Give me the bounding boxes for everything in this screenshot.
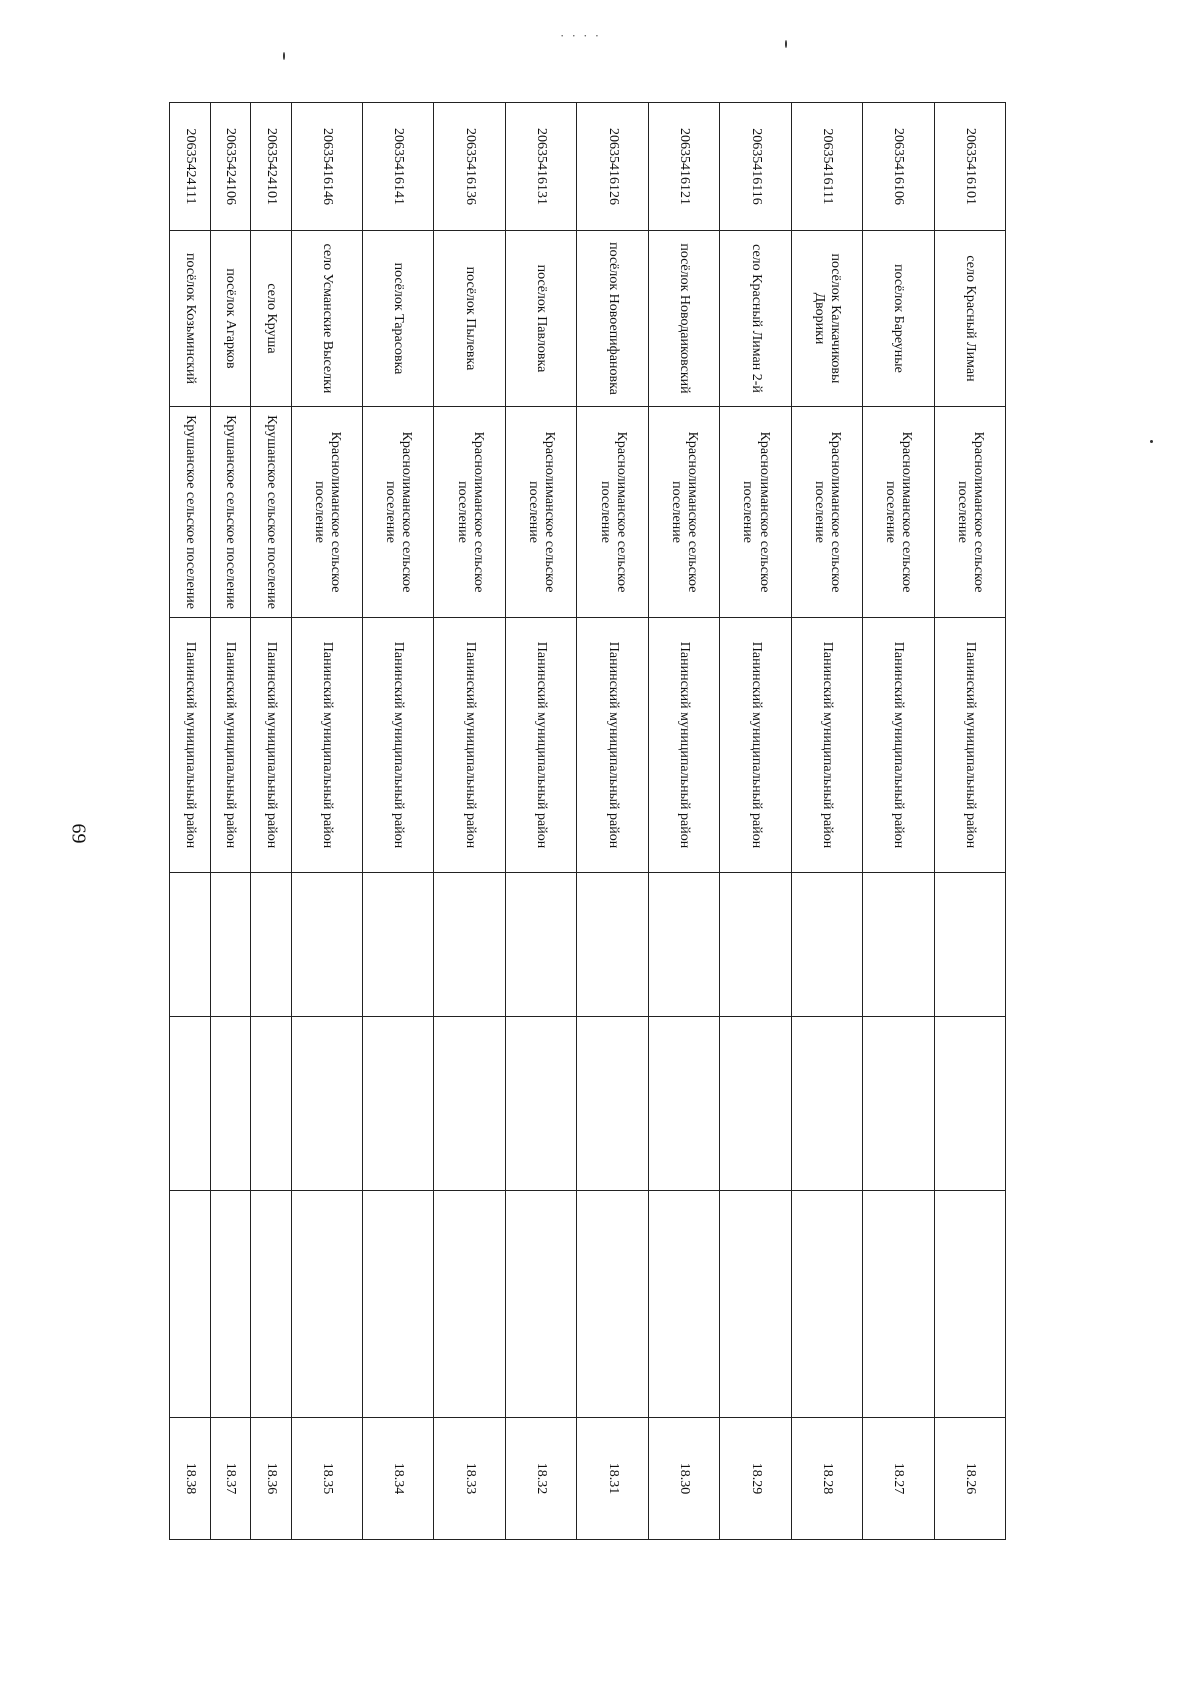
empty-cell [434,1017,505,1191]
empty-cell [170,1017,211,1191]
district-cell: Панинский муниципальный район [648,618,719,873]
district-cell: Панинский муниципальный район [934,618,1005,873]
empty-cell [577,1191,648,1418]
place-name-cell: село Круша [251,231,292,407]
scan-scribble: · · · · [560,28,602,43]
page-number: 69 [67,823,90,844]
table-row [363,103,434,1540]
empty-cell [363,873,434,1017]
settlement-cell: Краснолиманское сельское поселение [363,407,434,618]
empty-cell [251,873,292,1017]
oktmo-cell: 20635424111 [170,103,211,231]
table-row [434,103,505,1540]
settlement-cell: Крушанское сельское поселение [210,407,251,618]
oktmo-cell: 20635416116 [720,103,791,231]
place-name-cell: посёлок Агарков [210,231,251,407]
empty-cell [434,873,505,1017]
row-number-cell: 18.35 [291,1418,362,1540]
empty-cell [210,1191,251,1418]
row-number-cell: 18.34 [363,1418,434,1540]
settlement-cell: Краснолиманское сельское поселение [648,407,719,618]
row-number-cell: 18.26 [934,1418,1005,1540]
oktmo-cell: 20635416136 [434,103,505,231]
empty-cell [791,1017,862,1191]
oktmo-cell: 20635416126 [577,103,648,231]
empty-cell [934,1191,1005,1418]
district-cell: Панинский муниципальный район [291,618,362,873]
place-name-cell: посёлок Тарасовка [363,231,434,407]
empty-cell [934,873,1005,1017]
empty-cell [791,1191,862,1418]
empty-cell [251,1191,292,1418]
settlement-cell: Краснолиманское сельское поселение [291,407,362,618]
place-name-cell: посёлок Новодаиковский [648,231,719,407]
empty-cell [363,1191,434,1418]
settlements-table [169,102,1006,1540]
empty-cell [291,1191,362,1418]
district-cell: Панинский муниципальный район [251,618,292,873]
settlement-cell: Краснолиманское сельское поселение [934,407,1005,618]
oktmo-cell: 20635416131 [505,103,576,231]
table-row [648,103,719,1540]
district-cell: Панинский муниципальный район [210,618,251,873]
empty-cell [934,1017,1005,1191]
empty-cell [791,873,862,1017]
row-number-cell: 18.37 [210,1418,251,1540]
empty-cell [648,1191,719,1418]
settlement-cell: Краснолиманское сельское поселение [434,407,505,618]
table-row [251,103,292,1540]
oktmo-cell: 20635416111 [791,103,862,231]
district-cell: Панинский муниципальный район [720,618,791,873]
empty-cell [505,1191,576,1418]
empty-cell [863,1191,934,1418]
table-body [170,103,1006,1540]
oktmo-cell: 20635416141 [363,103,434,231]
settlement-cell: Крушанское сельское поселение [170,407,211,618]
place-name-cell: село Красный Лиман 2-й [720,231,791,407]
empty-cell [210,873,251,1017]
scan-speck [785,40,787,48]
place-name-cell: село Красный Лиман [934,231,1005,407]
empty-cell [863,873,934,1017]
empty-cell [170,873,211,1017]
place-name-cell: посёлок Новоепифановка [577,231,648,407]
district-cell: Панинский муниципальный район [363,618,434,873]
settlement-cell: Краснолиманское сельское поселение [863,407,934,618]
empty-cell [577,1017,648,1191]
empty-cell [291,873,362,1017]
district-cell: Панинский муниципальный район [434,618,505,873]
settlements-table-wrapper [169,102,1006,1539]
empty-cell [720,1017,791,1191]
scan-speck [283,52,285,60]
table-row [577,103,648,1540]
empty-cell [363,1017,434,1191]
scan-speck [1150,440,1153,443]
settlement-cell: Краснолиманское сельское поселение [577,407,648,618]
empty-cell [720,873,791,1017]
place-name-cell: посёлок Пылевка [434,231,505,407]
empty-cell [648,873,719,1017]
empty-cell [170,1191,211,1418]
district-cell: Панинский муниципальный район [170,618,211,873]
table-row [291,103,362,1540]
row-number-cell: 18.28 [791,1418,862,1540]
table-row [934,103,1005,1540]
settlement-cell: Краснолиманское сельское поселение [505,407,576,618]
empty-cell [648,1017,719,1191]
empty-cell [291,1017,362,1191]
table-row [791,103,862,1540]
empty-cell [505,1017,576,1191]
place-name-cell: посёлок Калкачиковы Дворики [791,231,862,407]
oktmo-cell: 20635424101 [251,103,292,231]
district-cell: Панинский муниципальный район [863,618,934,873]
empty-cell [505,873,576,1017]
district-cell: Панинский муниципальный район [505,618,576,873]
district-cell: Панинский муниципальный район [577,618,648,873]
place-name-cell: посёлок Бареуные [863,231,934,407]
row-number-cell: 18.36 [251,1418,292,1540]
table-row [720,103,791,1540]
empty-cell [434,1191,505,1418]
place-name-cell: посёлок Павловка [505,231,576,407]
place-name-cell: посёлок Козьминский [170,231,211,407]
row-number-cell: 18.31 [577,1418,648,1540]
row-number-cell: 18.33 [434,1418,505,1540]
empty-cell [210,1017,251,1191]
empty-cell [863,1017,934,1191]
settlement-cell: Крушанское сельское поселение [251,407,292,618]
oktmo-cell: 20635416106 [863,103,934,231]
table-row [863,103,934,1540]
table-row [170,103,211,1540]
row-number-cell: 18.30 [648,1418,719,1540]
settlement-cell: Краснолиманское сельское поселение [791,407,862,618]
empty-cell [720,1191,791,1418]
oktmo-cell: 20635416101 [934,103,1005,231]
table-row [505,103,576,1540]
row-number-cell: 18.27 [863,1418,934,1540]
district-cell: Панинский муниципальный район [791,618,862,873]
settlement-cell: Краснолиманское сельское поселение [720,407,791,618]
empty-cell [251,1017,292,1191]
table-row [210,103,251,1540]
place-name-cell: село Усманские Выселки [291,231,362,407]
oktmo-cell: 20635416146 [291,103,362,231]
row-number-cell: 18.32 [505,1418,576,1540]
empty-cell [577,873,648,1017]
row-number-cell: 18.29 [720,1418,791,1540]
row-number-cell: 18.38 [170,1418,211,1540]
oktmo-cell: 20635416121 [648,103,719,231]
oktmo-cell: 20635424106 [210,103,251,231]
